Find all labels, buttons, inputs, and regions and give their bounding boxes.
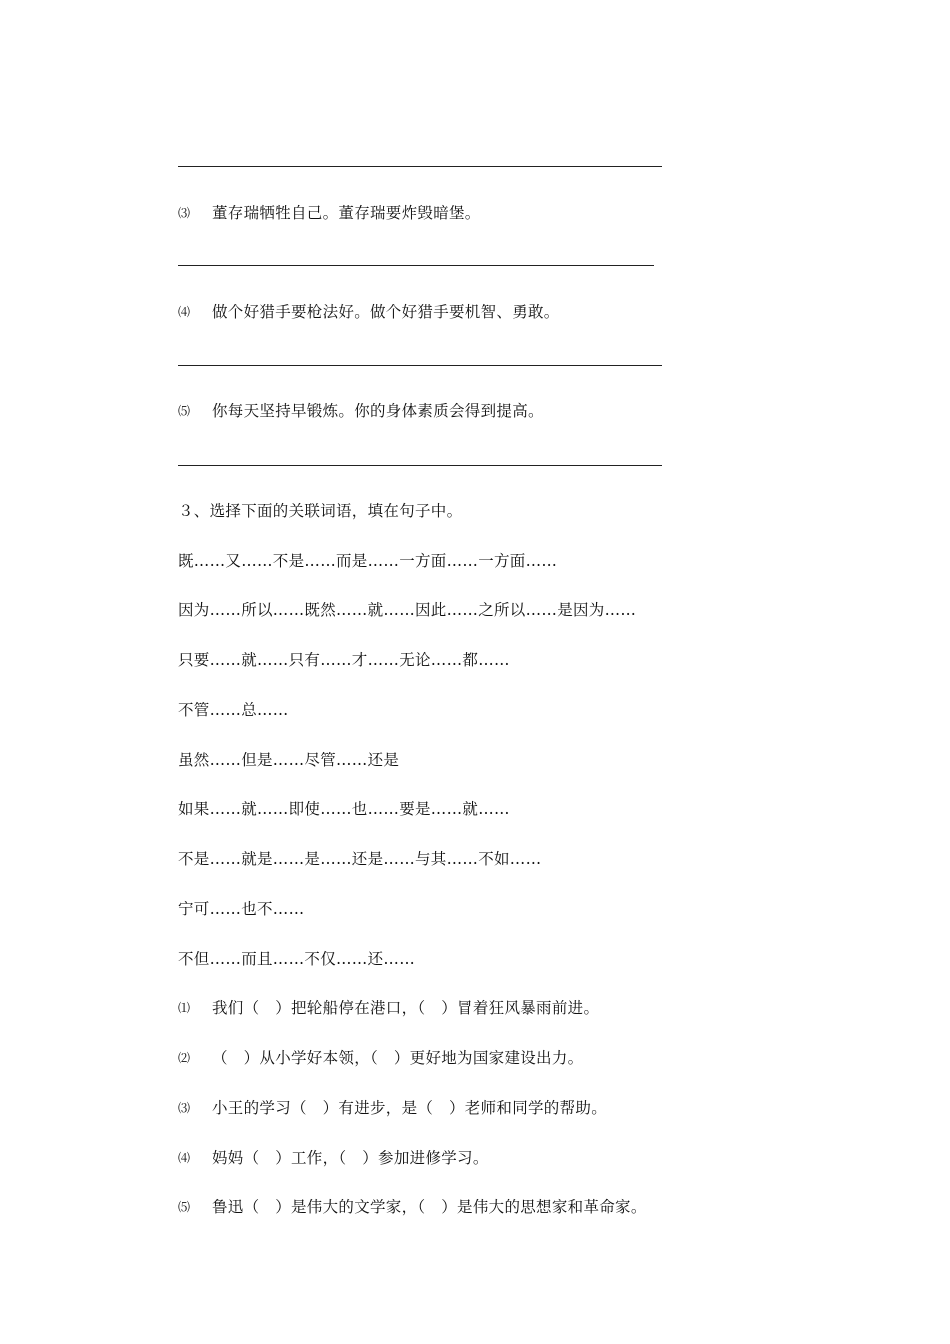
question-2-4 (178, 302, 560, 322)
answer-line (178, 365, 662, 366)
answer-line (178, 465, 662, 466)
fill-in-question-1 (178, 998, 599, 1018)
section-heading: ３、选择下面的关联词语，填在句子中。 (178, 502, 463, 520)
conjunction-list-item: 因为……所以……既然……就……因此……之所以……是因为…… (178, 601, 637, 619)
question-number: ⑸ (178, 404, 191, 418)
fill-in-question-3 (178, 1098, 607, 1118)
question-text: 你每天坚持早锻炼。你的身体素质会得到提高。 (212, 402, 544, 420)
fill-in-question-2 (178, 1048, 583, 1068)
question-text: 鲁迅（ ）是伟大的文学家，（ ）是伟大的思想家和革命家。 (212, 1198, 647, 1216)
question-number: ⑵ (178, 1051, 191, 1065)
fill-in-question-5 (178, 1197, 647, 1217)
conjunction-list-item: 只要……就……只有……才……无论……都…… (178, 651, 510, 669)
conjunction-list-item: 既……又……不是……而是……一方面……一方面…… (178, 552, 558, 570)
fill-in-question-4 (178, 1148, 489, 1168)
conjunction-list-item: 如果……就……即使……也……要是……就…… (178, 800, 510, 818)
question-text: 我们（ ）把轮船停在港口，（ ）冒着狂风暴雨前进。 (212, 999, 600, 1017)
question-2-5 (178, 401, 544, 421)
conjunction-list-item: 虽然……但是……尽管……还是 (178, 751, 400, 769)
question-text: 妈妈（ ）工作，（ ）参加进修学习。 (212, 1149, 489, 1167)
question-number: ⑶ (178, 206, 191, 220)
question-number: ⑸ (178, 1200, 191, 1214)
conjunction-list-item: 不但……而且……不仅……还…… (178, 950, 416, 968)
question-text: （ ）从小学好本领，（ ）更好地为国家建设出力。 (212, 1049, 584, 1067)
question-text: 董存瑞牺牲自己。董存瑞要炸毁暗堡。 (212, 204, 481, 222)
question-text: 小王的学习（ ）有进步，是（ ）老师和同学的帮助。 (212, 1099, 608, 1117)
question-number: ⑷ (178, 1151, 191, 1165)
question-text: 做个好猎手要枪法好。做个好猎手要机智、勇敢。 (212, 303, 560, 321)
conjunction-list-item: 不管……总…… (178, 701, 289, 719)
question-2-3 (178, 203, 481, 223)
question-number: ⑷ (178, 305, 191, 319)
answer-line (178, 166, 662, 167)
conjunction-list-item: 宁可……也不…… (178, 900, 305, 918)
question-number: ⑶ (178, 1101, 191, 1115)
conjunction-list-item: 不是……就是……是……还是……与其……不如…… (178, 850, 542, 868)
answer-line (178, 265, 654, 266)
question-number: ⑴ (178, 1001, 191, 1015)
